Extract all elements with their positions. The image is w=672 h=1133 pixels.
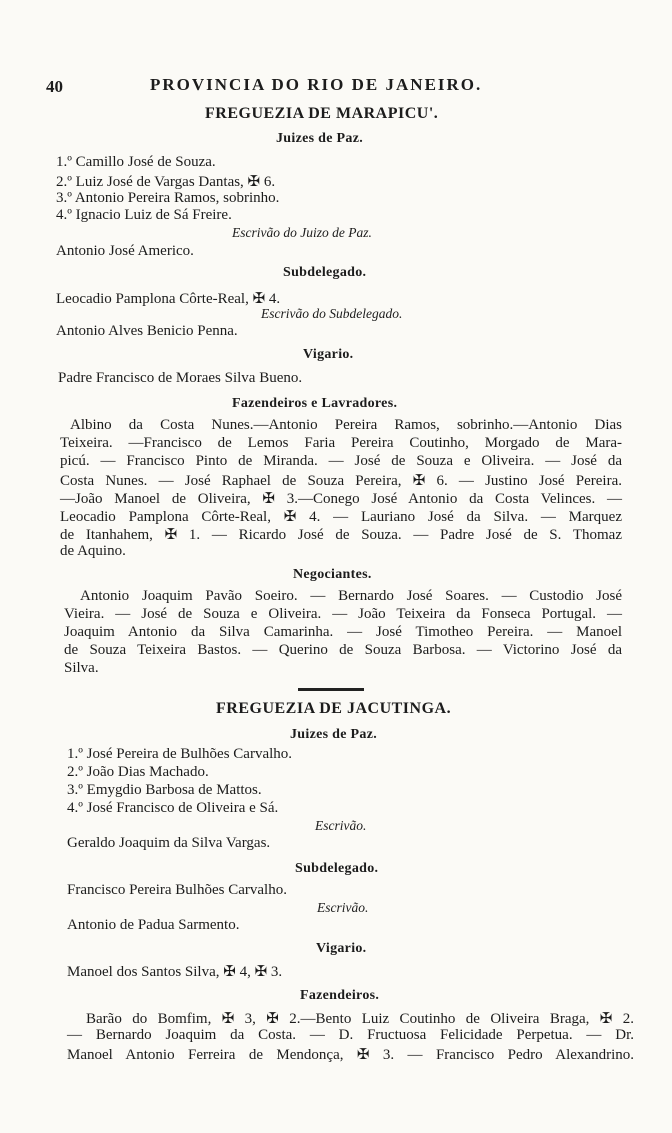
marapicu-escrivao-juizo-name: Antonio José Americo. bbox=[56, 243, 194, 259]
marapicu-negociantes-heading: Negociantes. bbox=[293, 567, 372, 582]
marapicu-escrivao-sub-name: Antonio Alves Benicio Penna. bbox=[56, 323, 238, 339]
marapicu-title: FREGUEZIA DE MARAPICU'. bbox=[205, 105, 439, 122]
marapicu-fazendeiros-line-5: —João Manoel de Oliveira, ✠ 3.—Conego José Antonio da Costa Velinces. — bbox=[60, 491, 622, 507]
marapicu-fazendeiros-line-1: Albino da Costa Nunes.—Antonio Pereira Ramos, sobrinho.—Antonio Dias bbox=[70, 417, 622, 433]
jacutinga-escrivao-name: Geraldo Joaquim da Silva Vargas. bbox=[67, 835, 271, 851]
marapicu-juizes-heading: Juizes de Paz. bbox=[276, 131, 364, 146]
jacutinga-juiz-1: 1.º José Pereira de Bulhões Carvalho. bbox=[67, 746, 293, 762]
jacutinga-title: FREGUEZIA DE JACUTINGA. bbox=[216, 700, 452, 717]
jacutinga-juizes-heading: Juizes de Paz. bbox=[290, 727, 378, 742]
marapicu-juiz-1: 1.º Camillo José de Souza. bbox=[56, 154, 216, 170]
marapicu-negociantes-line-1: Antonio Joaquim Pavão Soeiro. — Bernardo José Soares. — Custodio José bbox=[80, 588, 622, 604]
jacutinga-fazendeiros-line-3: Manoel Antonio Ferreira de Mendonça, ✠ 3. — Francisco Pedro Alexandrino. bbox=[67, 1047, 634, 1063]
marapicu-negociantes-line-4: de Souza Teixeira Bastos. — Querino de Souza Barbosa. — Victorino José da bbox=[64, 642, 622, 658]
jacutinga-fazendeiros-line-2: — Bernardo Joaquim da Costa. — D. Fructuosa Felicidade Perpetua. — Dr. bbox=[67, 1027, 634, 1043]
marapicu-escrivao-juizo-label: Escrivão do Juizo de Paz. bbox=[232, 225, 372, 240]
jacutinga-juiz-3: 3.º Emygdio Barbosa de Mattos. bbox=[67, 782, 262, 798]
jacutinga-fazendeiros-line-1: Barão do Bomfim, ✠ 3, ✠ 2.—Bento Luiz Coutinho de Oliveira Braga, ✠ 2. bbox=[86, 1011, 634, 1027]
marapicu-vigario-name: Padre Francisco de Moraes Silva Bueno. bbox=[58, 370, 303, 386]
marapicu-fazendeiros-line-3: picú. — Francisco Pinto de Miranda. — José de Souza e Oliveira. — José da bbox=[60, 453, 622, 469]
jacutinga-escrivao-sub-label: Escrivão. bbox=[317, 900, 369, 915]
marapicu-negociantes-line-2: Vieira. — José de Souza e Oliveira. — João Teixeira da Fonseca Portugal. — bbox=[64, 606, 622, 622]
jacutinga-escrivao-sub-name: Antonio de Padua Sarmento. bbox=[67, 917, 240, 933]
marapicu-juiz-2: 2.º Luiz José de Vargas Dantas, ✠ 6. bbox=[56, 174, 276, 190]
marapicu-vigario-heading: Vigario. bbox=[303, 347, 354, 362]
marapicu-fazendeiros-line-2: Teixeira. —Francisco de Lemos Faria Pereira Coutinho, Morgado de Mara- bbox=[60, 435, 622, 451]
jacutinga-vigario-name: Manoel dos Santos Silva, ✠ 4, ✠ 3. bbox=[67, 964, 283, 980]
page-number: 40 bbox=[46, 77, 63, 96]
marapicu-fazendeiros-heading: Fazendeiros e Lavradores. bbox=[232, 396, 398, 411]
section-divider bbox=[298, 688, 364, 691]
marapicu-escrivao-sub-label: Escrivão do Subdelegado. bbox=[261, 306, 403, 321]
marapicu-fazendeiros-line-8: de Aquino. bbox=[60, 543, 126, 559]
marapicu-negociantes-line-5: Silva. bbox=[64, 660, 99, 676]
jacutinga-juiz-2: 2.º João Dias Machado. bbox=[67, 764, 209, 780]
jacutinga-fazendeiros-heading: Fazendeiros. bbox=[300, 988, 380, 1003]
marapicu-negociantes-line-3: Joaquim Antonio da Silva Camarinha. — José Timotheo Pereira. — Manoel bbox=[64, 624, 622, 640]
marapicu-fazendeiros-line-6: Leocadio Pamplona Côrte-Real, ✠ 4. — Lauriano José da Silva. — Marquez bbox=[60, 509, 622, 525]
jacutinga-escrivao-label: Escrivão. bbox=[315, 818, 367, 833]
marapicu-fazendeiros-line-7: de Itanhahem, ✠ 1. — Ricardo José de Souza. — Padre José de S. Thomaz bbox=[60, 527, 622, 543]
marapicu-juiz-4: 4.º Ignacio Luiz de Sá Freire. bbox=[56, 207, 232, 223]
marapicu-fazendeiros-line-4: Costa Nunes. — José Raphael de Souza Pereira, ✠ 6. — Justino José Pereira. bbox=[60, 473, 622, 489]
marapicu-subdelegado-heading: Subdelegado. bbox=[283, 265, 367, 280]
jacutinga-subdelegado-heading: Subdelegado. bbox=[295, 861, 379, 876]
marapicu-subdelegado-name: Leocadio Pamplona Côrte-Real, ✠ 4. bbox=[56, 291, 281, 307]
jacutinga-subdelegado-name: Francisco Pereira Bulhões Carvalho. bbox=[67, 882, 287, 898]
jacutinga-juiz-4: 4.º José Francisco de Oliveira e Sá. bbox=[67, 800, 279, 816]
marapicu-juiz-3: 3.º Antonio Pereira Ramos, sobrinho. bbox=[56, 190, 280, 206]
jacutinga-vigario-heading: Vigario. bbox=[316, 941, 367, 956]
running-head: PROVINCIA DO RIO DE JANEIRO. bbox=[150, 75, 483, 94]
